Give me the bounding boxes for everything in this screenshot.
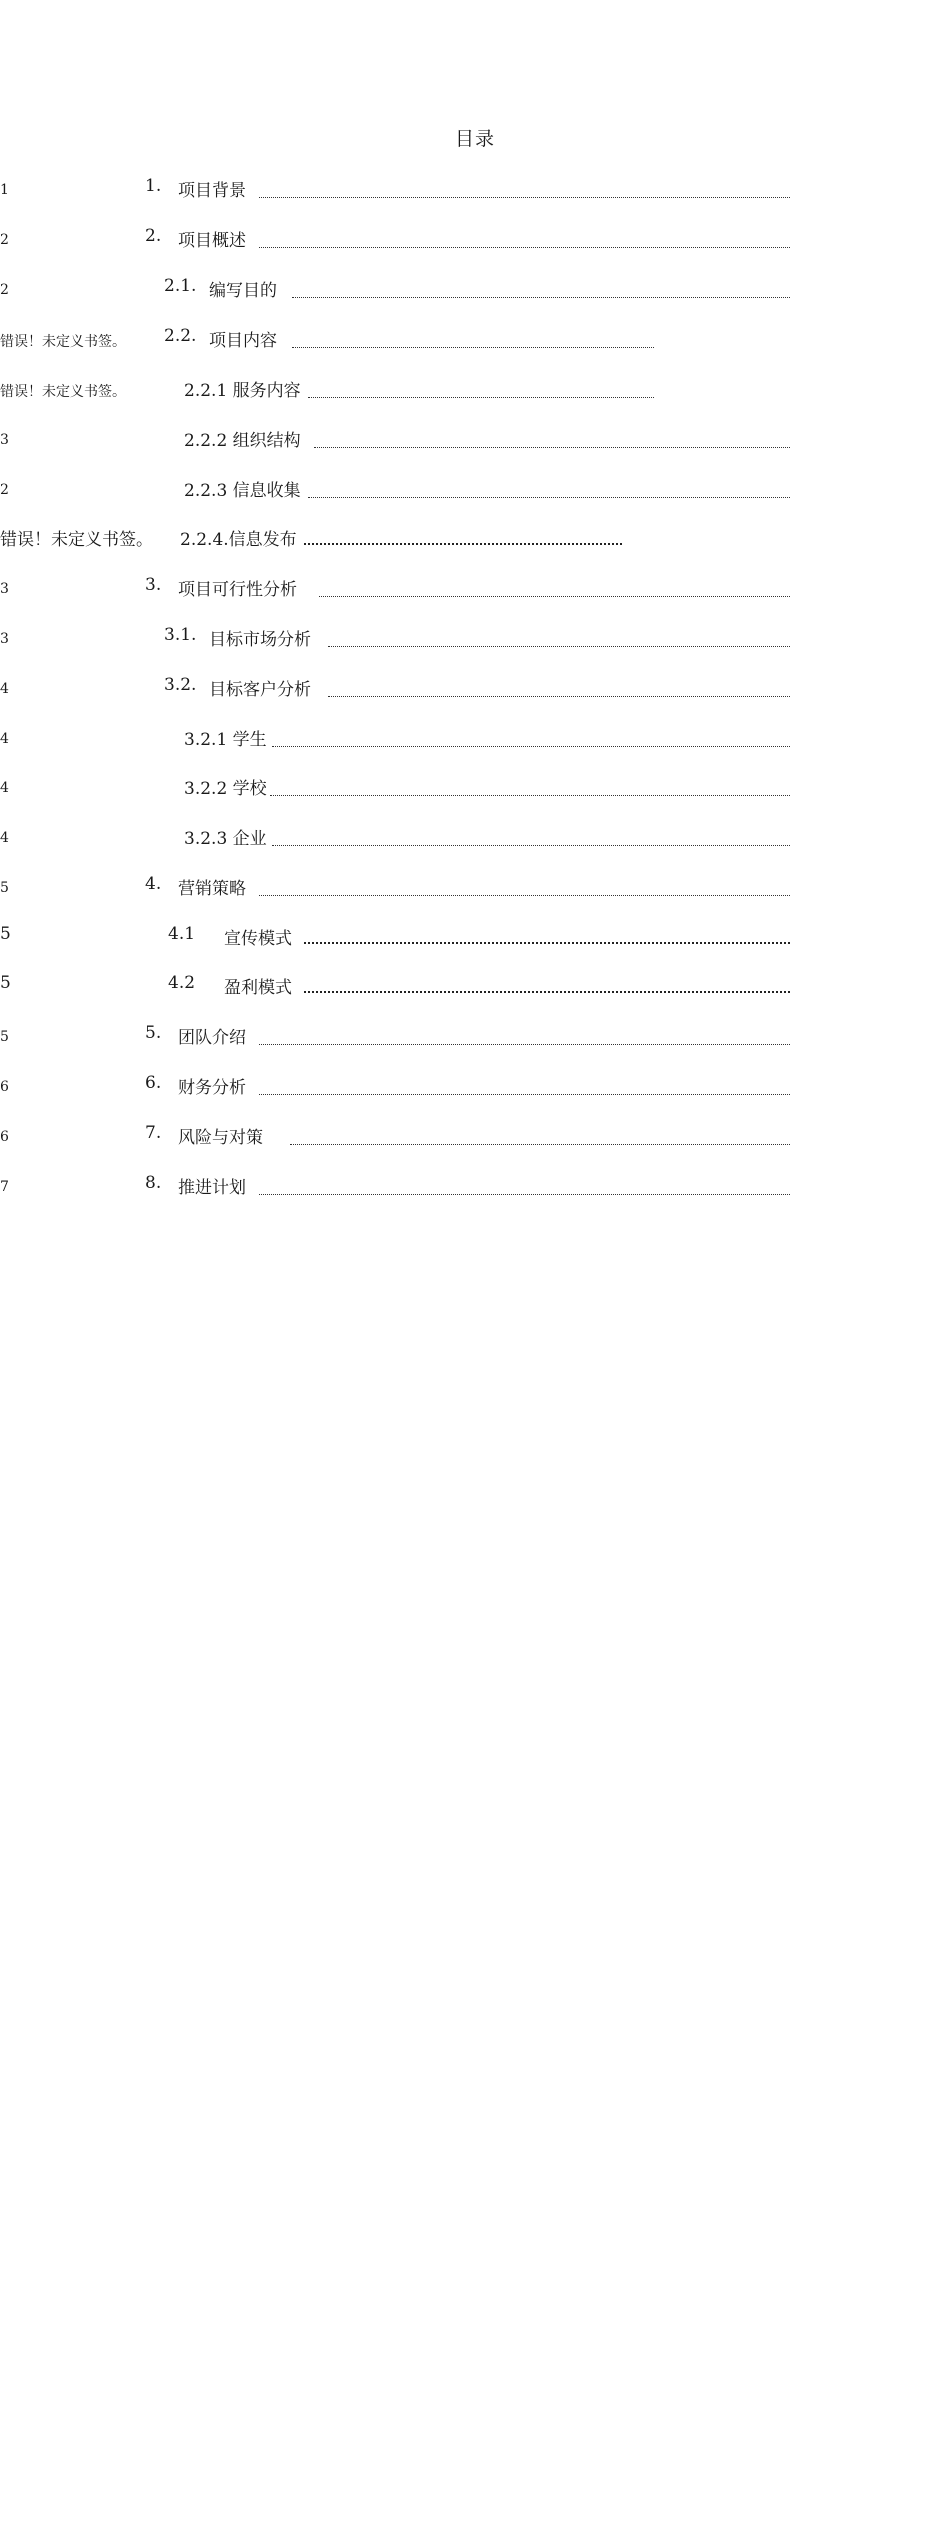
toc-page-number: 6 [0,1079,9,1095]
toc-entry-label: 编写目的 [209,281,277,301]
toc-entry-4-2[interactable] [0,973,806,999]
toc-page-number: 4 [0,731,9,747]
toc-entry-number: 4. [145,874,162,894]
toc-entry-label: 3.2.2 学校 [184,779,267,799]
toc-page-number: 2 [0,282,9,298]
toc-page-number: 错误！未定义书签。 [0,334,126,350]
toc-entry-number: 4.2 [168,973,196,993]
toc-entry-label: 营销策略 [178,879,246,899]
toc-entry-8[interactable] [0,1173,806,1199]
toc-entry-4-1[interactable] [0,924,806,950]
toc-entry-number: 1. [145,176,162,196]
toc-entry-2-2-2[interactable] [0,426,806,452]
toc-entry-label: 项目背景 [178,181,246,201]
toc-entry-3-2-3[interactable] [0,824,806,850]
toc-entry-label: 团队介绍 [178,1028,246,1048]
toc-entry-label: 目标市场分析 [209,630,311,650]
toc-entry-label: 风险与对策 [178,1128,263,1148]
toc-page-number: 5 [0,924,11,944]
toc-entry-number: 3.2. [164,675,197,695]
toc-page-number: 3 [0,581,9,597]
toc-entry-2-2-3[interactable] [0,476,806,502]
toc-page-number: 2 [0,482,9,498]
toc-entry-2[interactable] [0,226,806,252]
toc-entry-label: 2.2.4.信息发布 [180,530,297,550]
toc-entry-number: 6. [145,1073,162,1093]
toc-entry-number: 4.1 [168,924,196,944]
toc-entry-number: 3.1. [164,625,197,645]
toc-entry-label: 盈利模式 [224,978,292,998]
toc-page-number: 1 [0,182,9,198]
toc-page-number: 2 [0,232,9,248]
toc-entry-5[interactable] [0,1023,806,1049]
toc-entry-label: 目标客户分析 [209,680,311,700]
toc-page-number: 错误！未定义书签。 [0,530,153,550]
toc-entry-number: 2.2. [164,326,197,346]
toc-entry-7[interactable] [0,1123,806,1149]
toc-entry-label: 推进计划 [178,1178,246,1198]
toc-entry-2-1[interactable] [0,276,806,302]
toc-page-number: 4 [0,681,9,697]
toc-entry-label: 2.2.1 服务内容 [184,381,301,401]
toc-entry-label: 3.2.3 企业 [184,829,267,849]
toc-entry-label: 2.2.3 信息收集 [184,481,301,501]
toc-entry-number: 7. [145,1123,162,1143]
toc-entry-6[interactable] [0,1073,806,1099]
toc-page-number: 5 [0,1029,9,1045]
toc-entry-label: 项目内容 [209,331,277,351]
toc-title: 目录 [454,128,495,150]
toc-entry-number: 8. [145,1173,162,1193]
toc-entry-3-2-2[interactable] [0,774,806,800]
toc-entry-label: 项目可行性分析 [178,580,297,600]
toc-entry-number: 2. [145,226,162,246]
toc-page-number: 3 [0,432,9,448]
toc-page-number: 4 [0,830,9,846]
toc-entry-label: 财务分析 [178,1078,246,1098]
toc-entry-number: 5. [145,1023,162,1043]
toc-entry-number: 2.1. [164,276,197,296]
toc-entry-label: 项目概述 [178,231,246,251]
toc-page-number: 5 [0,973,11,993]
toc-entry-3[interactable] [0,575,806,601]
toc-entry-2-2-1[interactable] [0,376,806,402]
toc-entry-1[interactable] [0,176,806,202]
toc-entry-3-2-1[interactable] [0,725,806,751]
toc-entry-3-1[interactable] [0,625,806,651]
toc-page-number: 5 [0,880,9,896]
toc-page-number: 3 [0,631,9,647]
toc-page-number: 错误！未定义书签。 [0,384,126,400]
toc-page-number: 4 [0,780,9,796]
toc-entry-2-2[interactable] [0,326,806,352]
toc-entry-4[interactable] [0,874,806,900]
toc-entry-label: 3.2.1 学生 [184,730,267,750]
toc-entry-number: 3. [145,575,162,595]
toc-page-number: 6 [0,1129,9,1145]
toc-entry-label: 2.2.2 组织结构 [184,431,301,451]
toc-entry-2-2-4[interactable] [0,525,806,551]
toc-page-number: 7 [0,1179,9,1195]
toc-entry-label: 宣传模式 [224,929,292,949]
toc-entry-3-2[interactable] [0,675,806,701]
